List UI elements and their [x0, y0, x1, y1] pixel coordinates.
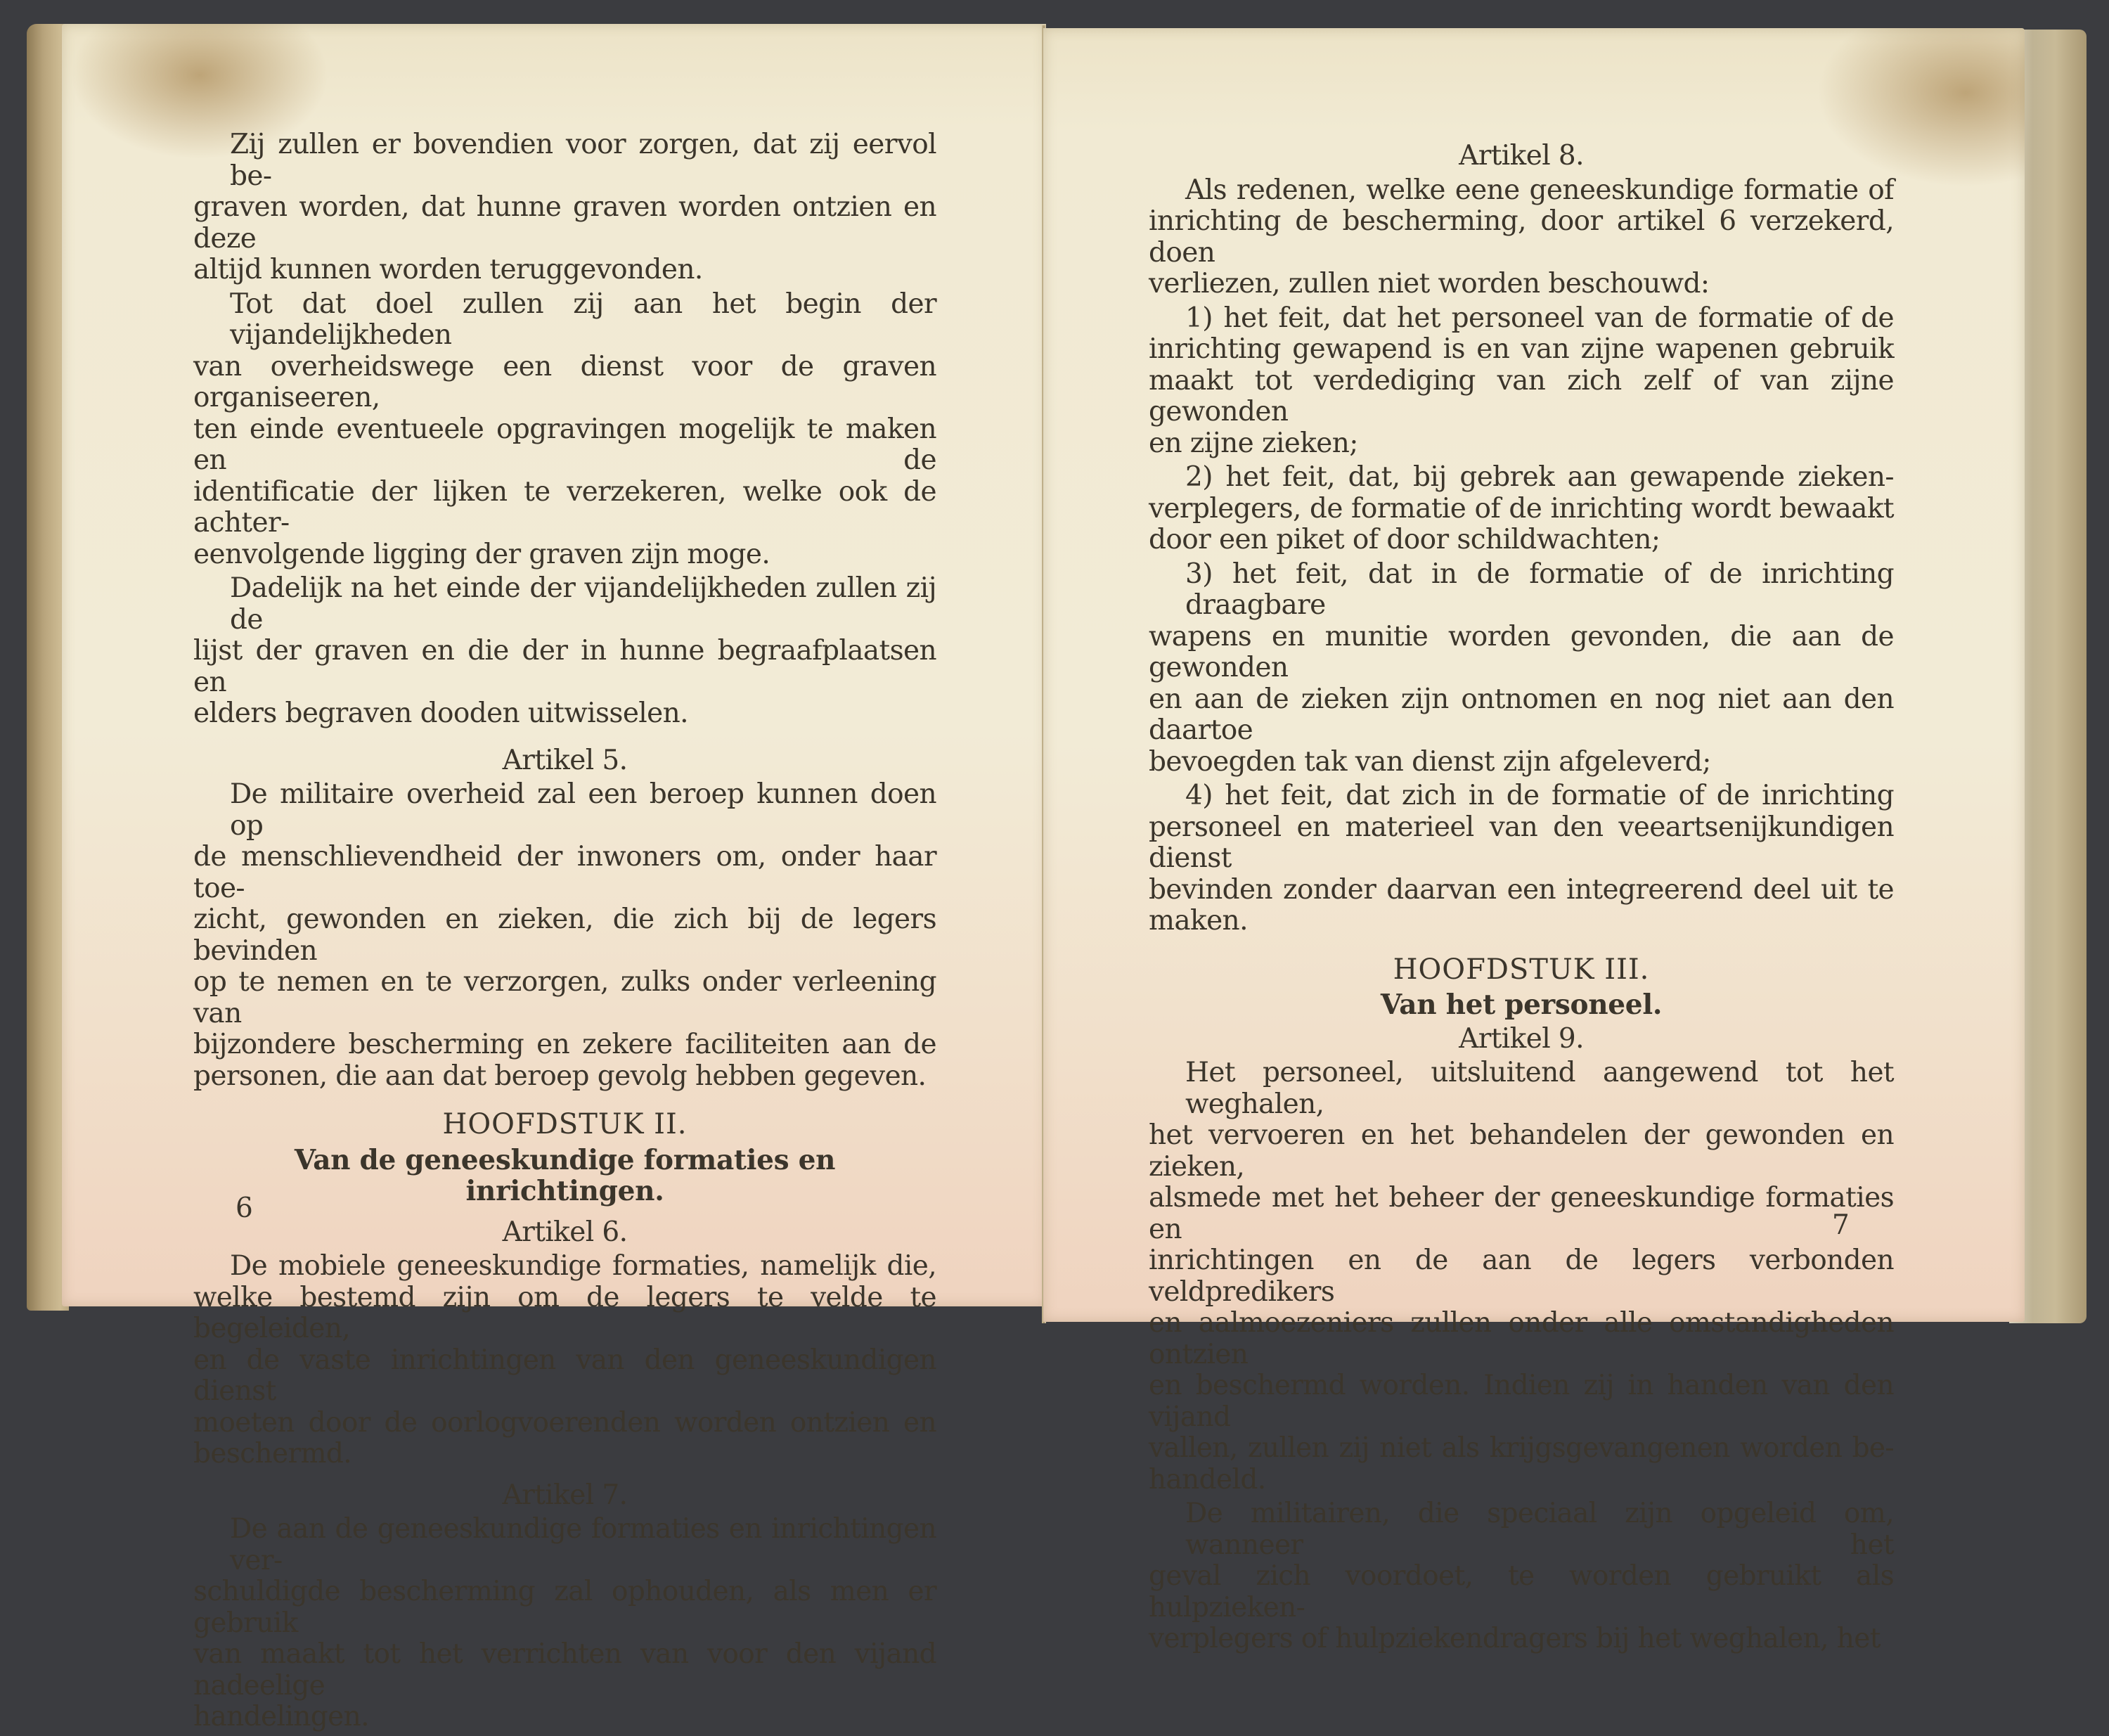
paragraph — [193, 1251, 936, 1470]
paragraph — [193, 289, 936, 571]
paragraph — [193, 779, 936, 1092]
text-line: beschermd. — [193, 1438, 352, 1470]
text-line: 2) het feit, dat, bij gebrek aan gewapende zieken- — [1185, 461, 1894, 493]
text-line: De militairen, die speciaal zijn opgeleid om, wanneer het — [1185, 1498, 1894, 1561]
text-line: bevinden zonder daarvan een integreerend deel uit te — [1149, 873, 1894, 906]
text-line: en aan de zieken zijn ontnomen en nog niet aan den daartoe — [1149, 683, 1894, 746]
article-heading: Artikel 9. — [1459, 1022, 1584, 1055]
text-line: en de vaste inrichtingen van den geneeskundigen dienst — [193, 1344, 936, 1407]
text-line: schuldigde bescherming zal ophouden, als men er gebruik — [193, 1576, 936, 1639]
text-line: De mobiele geneeskundige formaties, namelijk die, — [230, 1250, 936, 1282]
text-line: verplegers, de formatie of de inrichting wordt bewaakt — [1149, 492, 1894, 525]
text-line: altijd kunnen worden teruggevonden. — [193, 254, 703, 285]
left-page-text — [193, 129, 936, 1736]
text-line: bijzondere bescherming en zekere faciliteiten aan de — [193, 1029, 936, 1060]
article-heading: Artikel 8. — [1459, 140, 1584, 172]
text-line: inrichting gewapend is en van zijne wapenen gebruik — [1149, 333, 1894, 365]
list-item — [1149, 462, 1894, 556]
paragraph — [1149, 175, 1894, 300]
text-line: op te nemen en te verzorgen, zulks onder verleening van — [193, 966, 936, 1029]
right-page — [1043, 28, 2025, 1654]
text-line: graven worden, dat hunne graven worden ontzien en deze — [193, 191, 936, 255]
text-line: en beschermd worden. Indien zij in handen van den vijand — [1149, 1370, 1894, 1433]
paragraph — [1149, 1057, 1894, 1496]
text-line: De aan de geneeskundige formaties en inrichtingen ver- — [230, 1513, 936, 1576]
text-line: personeel en materieel van den veeartsenijkundigen dienst — [1149, 811, 1894, 874]
paragraph — [1149, 1498, 1894, 1655]
text-line: vallen, zullen zij niet als krijgsgevangenen worden be- — [1149, 1432, 1894, 1464]
text-line: handelingen. — [193, 1701, 369, 1732]
text-line: en zijne zieken; — [1149, 427, 1358, 459]
text-line: 3) het feit, dat in de formatie of de inrichting draagbare — [1185, 558, 1894, 621]
chapter-subtitle: Van het personeel. — [1380, 989, 1663, 1021]
chapter-heading: HOOFDSTUK II. — [442, 1108, 688, 1140]
text-line: Als redenen, welke eene geneeskundige formatie of — [1185, 174, 1894, 206]
page-number: 7 — [1832, 1209, 1850, 1241]
text-line: lijst der graven en die der in hunne begraafplaatsen en — [193, 635, 936, 698]
text-line: Dadelijk na het einde der vijandelijkheden zullen zij de — [230, 572, 936, 636]
text-line: geval zich voordoet, te worden gebruikt als hulpzieken- — [1149, 1560, 1894, 1624]
paragraph — [193, 129, 936, 286]
text-line: personen, die aan dat beroep gevolg hebben gegeven. — [193, 1060, 927, 1092]
text-line: De militaire overheid zal een beroep kunnen doen op — [230, 778, 936, 842]
page-number: 6 — [236, 1192, 253, 1224]
list-item — [1149, 780, 1894, 937]
right-page-text — [1149, 141, 1894, 1658]
text-line: identificatie der lijken te verzekeren, welke ook de achter- — [193, 475, 936, 539]
text-line: eenvolgende ligging der graven zijn moge. — [193, 538, 770, 570]
text-line: en aalmoezeniers zullen onder alle omstandigheden ontzien — [1149, 1307, 1894, 1370]
chapter-subtitle: Van de geneeskundige formaties en inrichtingen. — [294, 1143, 836, 1207]
text-line: het vervoeren en het behandelen der gewonden en zieken, — [1149, 1119, 1894, 1183]
text-line: 4) het feit, dat zich in de formatie of de inrichting — [1185, 780, 1894, 811]
text-line: inrichting de bescherming, door artikel 6 verzekerd, doen — [1149, 205, 1894, 269]
article-heading: Artikel 6. — [502, 1216, 628, 1248]
text-line: van overheidswege een dienst voor de graven organiseeren, — [193, 350, 936, 413]
chapter-heading: HOOFDSTUK III. — [1393, 953, 1650, 986]
article-heading: Artikel 7. — [502, 1479, 628, 1511]
text-line: moeten door de oorlogvoerenden worden ontzien en — [193, 1406, 936, 1439]
text-line: alsmede met het beheer der geneeskundige formaties en — [1149, 1182, 1894, 1245]
text-line: elders begraven dooden uitwisselen. — [193, 697, 688, 729]
list-item — [1149, 303, 1894, 460]
text-line: Tot dat doel zullen zij aan het begin der vijandelijkheden — [230, 288, 936, 351]
text-line: Zij zullen er bovendien voor zorgen, dat zij eervol be- — [230, 129, 936, 192]
text-line: de menschlievendheid der inwoners om, onder haar toe- — [193, 841, 936, 904]
text-line: verplegers of hulpziekendragers bij het weghalen, het — [1149, 1623, 1881, 1654]
text-line: verliezen, zullen niet worden beschouwd: — [1149, 268, 1710, 300]
text-line: maakt tot verdediging van zich zelf of van zijne gewonden — [1149, 364, 1894, 427]
paragraph — [193, 573, 936, 730]
open-booklet — [27, 21, 2087, 1732]
text-line: door een piket of door schildwachten; — [1149, 524, 1660, 555]
text-line: maken. — [1149, 905, 1248, 937]
text-line: van maakt tot het verrichten van voor den vijand nadeelige — [193, 1638, 936, 1702]
text-line: welke bestemd zijn om de legers te velde te begeleiden, — [193, 1281, 936, 1344]
text-line: bevoegden tak van dienst zijn afgeleverd; — [1149, 745, 1711, 778]
paragraph — [193, 1514, 936, 1733]
left-page — [62, 24, 1046, 1732]
text-line: zicht, gewonden en zieken, die zich bij de legers bevinden — [193, 904, 936, 967]
list-item — [1149, 559, 1894, 778]
text-line: Het personeel, uitsluitend aangewend tot het weghalen, — [1185, 1057, 1894, 1120]
article-heading: Artikel 5. — [502, 744, 628, 776]
text-line: inrichtingen en de aan de legers verbonden veldpredikers — [1149, 1245, 1894, 1308]
text-line: handeld. — [1149, 1463, 1266, 1496]
text-line: ten einde eventueele opgravingen mogelijk te maken en de — [193, 413, 936, 476]
text-line: wapens en munitie worden gevonden, die aan de gewonden — [1149, 620, 1894, 683]
text-line: 1) het feit, dat het personeel van de formatie of de — [1185, 302, 1894, 334]
